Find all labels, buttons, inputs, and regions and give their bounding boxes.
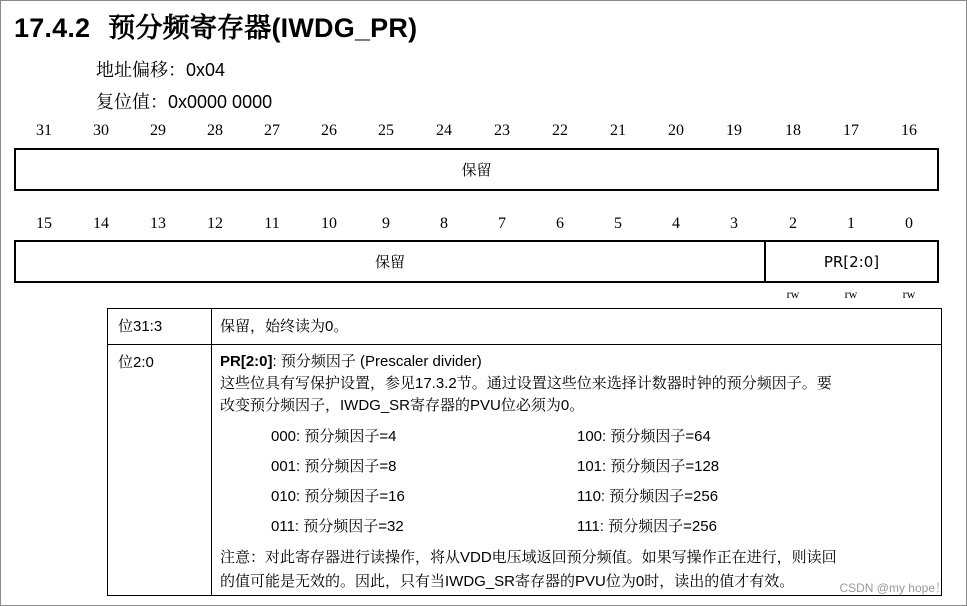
table-row [108, 345, 942, 596]
prescaler-value: 100: 预分频因子=64 [577, 428, 711, 445]
bit-number: 12 [207, 215, 223, 232]
paragraph-line: 这些位具有写保护设置，参见17.3.2节。通过设置这些位来选择计数器时钟的预分频因子。要 [220, 375, 832, 392]
bit-number: 14 [93, 215, 109, 232]
access-label: rw [786, 287, 800, 301]
bit-number: 27 [264, 122, 280, 139]
note-line: 注意：对此寄存器进行读操作，将从VDD电压域返回预分频值。如果写操作正在进行，则读回 [220, 549, 837, 566]
section-title [14, 6, 417, 45]
address-offset: 地址偏移：0x04 [96, 60, 226, 80]
bit-number: 13 [150, 215, 166, 232]
bit-description-table [107, 308, 942, 596]
bit-number: 3 [730, 215, 738, 232]
prescaler-value: 101: 预分频因子=128 [577, 458, 720, 475]
bit-number: 1 [847, 215, 855, 232]
prescaler-values [220, 425, 933, 547]
section-name: 预分频寄存器(IWDG_PR) [108, 13, 418, 43]
bit-number: 16 [901, 122, 917, 139]
field-heading [220, 351, 933, 373]
bit-number: 24 [436, 122, 452, 139]
prescaler-value: 011: 预分频因子=32 [271, 518, 404, 535]
bit-number: 21 [610, 122, 626, 139]
paragraph-line: 改变预分频因子，IWDG_SR寄存器的PVU位必须为0。 [220, 397, 585, 414]
bit-number: 8 [440, 215, 448, 232]
bit-number: 17 [843, 122, 859, 139]
field-name: PR[2:0] [220, 353, 273, 370]
upper-reserved-field: 保留 [14, 148, 939, 191]
bit-number: 10 [321, 215, 337, 232]
bit-number: 26 [321, 122, 337, 139]
description-cell: 保留，始终读为0。 [212, 309, 942, 345]
pr-field: PR[2:0] [764, 240, 939, 283]
bit-number: 15 [36, 215, 52, 232]
section-number: 17.4.2 [14, 13, 91, 43]
bit-number: 4 [672, 215, 680, 232]
bits-cell: 位31:3 [108, 309, 212, 345]
field-description: : 预分频因子 (Prescaler divider) [272, 353, 482, 370]
prescaler-value: 010: 预分频因子=16 [271, 488, 405, 505]
prescaler-value: 111: 预分频因子=256 [577, 518, 717, 535]
bit-number: 11 [264, 215, 280, 232]
prescaler-value: 001: 预分频因子=8 [271, 458, 397, 475]
bit-number: 20 [668, 122, 684, 139]
table-row [108, 309, 942, 345]
bit-number: 23 [494, 122, 510, 139]
bit-number: 2 [789, 215, 797, 232]
bit-number: 30 [93, 122, 109, 139]
bit-number: 29 [150, 122, 166, 139]
watermark: CSDN @my hope！ [839, 581, 947, 595]
note-line: 的值可能是无效的。因此，只有当IWDG_SR寄存器的PVU位为0时，读出的值才有效。 [220, 573, 795, 590]
bit-number: 9 [382, 215, 390, 232]
prescaler-value: 000: 预分频因子=4 [271, 428, 397, 445]
lower-reserved-field: 保留 [14, 240, 766, 283]
bit-number: 25 [378, 122, 394, 139]
bit-number: 19 [726, 122, 742, 139]
reset-value: 复位值：0x0000 0000 [96, 92, 273, 112]
bit-number: 22 [552, 122, 568, 139]
access-label: rw [844, 287, 858, 301]
bit-number: 5 [614, 215, 622, 232]
bit-number: 18 [785, 122, 801, 139]
access-label: rw [902, 287, 916, 301]
description-cell [212, 345, 942, 596]
bits-cell: 位2:0 [108, 345, 212, 596]
bit-number: 6 [556, 215, 564, 232]
bit-number: 0 [905, 215, 913, 232]
bit-number: 31 [36, 122, 52, 139]
bit-number: 28 [207, 122, 223, 139]
bit-number: 7 [498, 215, 506, 232]
prescaler-value: 110: 预分频因子=256 [577, 488, 719, 505]
